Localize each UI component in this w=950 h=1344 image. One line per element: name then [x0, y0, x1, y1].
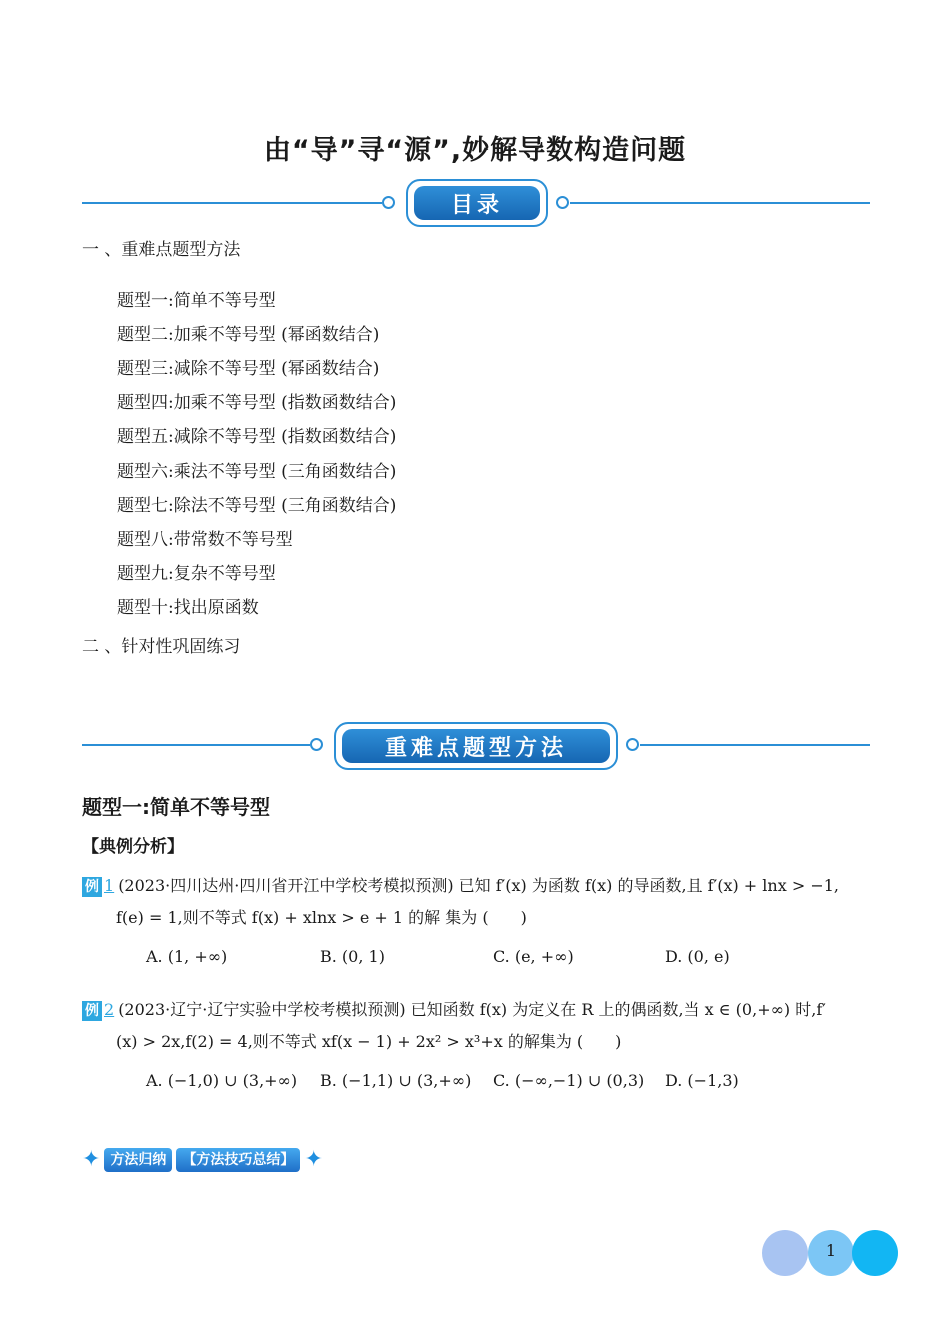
type-heading: 题型一:简单不等号型: [82, 795, 270, 819]
example-2-line-1: [82, 1000, 826, 1021]
section-divider-left: [82, 744, 310, 746]
example-tag: 例: [82, 877, 102, 897]
option-a: A. (−1,0) ∪ (3,+∞): [146, 1071, 298, 1090]
toc-section-1[interactable]: 一 、重难点题型方法: [82, 240, 241, 260]
method-label: 方法归纳: [104, 1148, 172, 1172]
example-number[interactable]: 2: [104, 1000, 115, 1019]
divider-ring-right: [556, 196, 569, 209]
divider-right: [570, 202, 870, 204]
toc-item[interactable]: 题型一:简单不等号型: [117, 291, 276, 311]
toc-item[interactable]: 题型八:带常数不等号型: [117, 530, 293, 550]
toc-banner-label: 目录: [414, 186, 540, 220]
toc-banner: [406, 179, 548, 227]
section-divider-ring-right: [626, 738, 639, 751]
option-a: A. (1, +∞): [146, 947, 228, 966]
example-heading: 【典例分析】: [82, 837, 184, 857]
page-title: 由“导”寻“源”,妙解导数构造问题: [263, 135, 687, 166]
example-number[interactable]: 1: [104, 876, 115, 895]
option-d: D. (0, e): [665, 947, 730, 966]
toc-item[interactable]: 题型十:找出原函数: [117, 598, 259, 618]
method-sublabel: 【方法技巧总结】: [176, 1148, 300, 1172]
section-banner: [334, 722, 618, 770]
toc-item[interactable]: 题型四:加乘不等号型 (指数函数结合): [117, 393, 397, 413]
sparkle-icon: ✦: [304, 1147, 323, 1172]
divider-left: [82, 202, 382, 204]
page-number: 1: [825, 1241, 837, 1260]
toc-item[interactable]: 题型七:除法不等号型 (三角函数结合): [117, 496, 397, 516]
option-c: C. (e, +∞): [493, 947, 574, 966]
toc-item[interactable]: 题型五:减除不等号型 (指数函数结合): [117, 427, 397, 447]
sparkle-icon: ✦: [82, 1147, 101, 1172]
toc-item[interactable]: 题型六:乘法不等号型 (三角函数结合): [117, 462, 397, 482]
page-circle-left: [762, 1230, 808, 1276]
example-tag: 例: [82, 1001, 102, 1021]
section-banner-label: 重难点题型方法: [342, 729, 610, 763]
page-circle-right: [852, 1230, 898, 1276]
option-b: B. (0, 1): [320, 947, 385, 966]
example-1-line-1: [82, 876, 839, 897]
toc-item[interactable]: 题型三:减除不等号型 (幂函数结合): [117, 359, 380, 379]
section-divider-right: [640, 744, 870, 746]
toc-item[interactable]: 题型二:加乘不等号型 (幂函数结合): [117, 325, 380, 345]
example-1-text-1: (2023·四川达州·四川省开江中学校考模拟预测) 已知 f′(x) 为函数 f(x) 的导函数,且 f′(x) + lnx > −1,: [118, 876, 839, 895]
toc-item[interactable]: 题型九:复杂不等号型: [117, 564, 276, 584]
method-summary-badge: [82, 1146, 323, 1174]
section-divider-ring-left: [310, 738, 323, 751]
example-1-line-2: f(e) = 1,则不等式 f(x) + xlnx > e + 1 的解 集为 ( ): [116, 908, 527, 927]
example-2-line-2: (x) > 2x,f(2) = 4,则不等式 xf(x − 1) + 2x² > x³+x 的解集为 ( ): [116, 1032, 622, 1051]
divider-ring-left: [382, 196, 395, 209]
option-d: D. (−1,3): [665, 1071, 739, 1090]
toc-section-2[interactable]: 二 、针对性巩固练习: [82, 637, 241, 657]
option-c: C. (−∞,−1) ∪ (0,3): [493, 1071, 645, 1090]
example-2-text-1: (2023·辽宁·辽宁实验中学校考模拟预测) 已知函数 f(x) 为定义在 R 上的偶函数,当 x ∈ (0,+∞) 时,f′: [118, 1000, 826, 1019]
option-b: B. (−1,1) ∪ (3,+∞): [320, 1071, 472, 1090]
